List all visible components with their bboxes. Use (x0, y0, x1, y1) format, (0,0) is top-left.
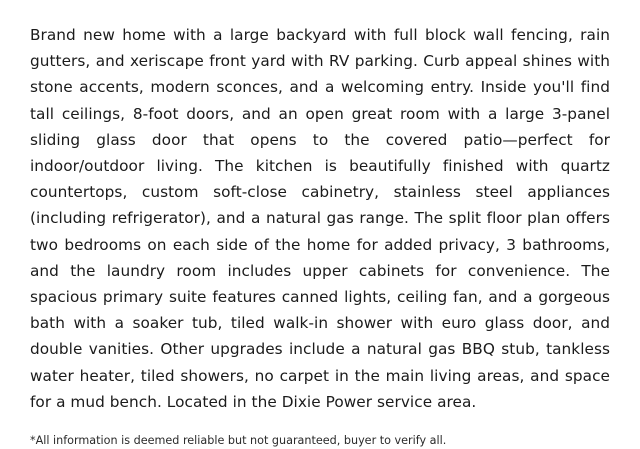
property-description: Brand new home with a large backyard with full block wall fencing, rain gutters, and xeriscape front yard with RV parking. Curb appeal shines with stone accents, modern sconces, and a welcoming entry. Inside you'll find tall ceilings, 8-foot doors, and an open great room with a large 3-panel sliding glass door that opens to the covered patio—perfect for indoor/outdoor living. The kitchen is beautifully finished with quartz countertops, custom soft-close cabinetry, stainless steel appliances (including refrigerator), and a natural gas range. The split floor plan offers two bedrooms on each side of the home for added privacy, 3 bathrooms, and the laundry room includes upper cabinets for convenience. The spacious primary suite features canned lights, ceiling fan, and a gorgeous bath with a soaker tub, tiled walk-in shower with euro glass door, and double vanities. Other upgrades include a natural gas BBQ stub, tankless water heater, tiled showers, no carpet in the main living areas, and space for a mud bench. Located in the Dixie Power service area. (30, 26, 610, 411)
disclaimer-text: *All information is deemed reliable but not guaranteed, buyer to verify all. (30, 434, 447, 448)
